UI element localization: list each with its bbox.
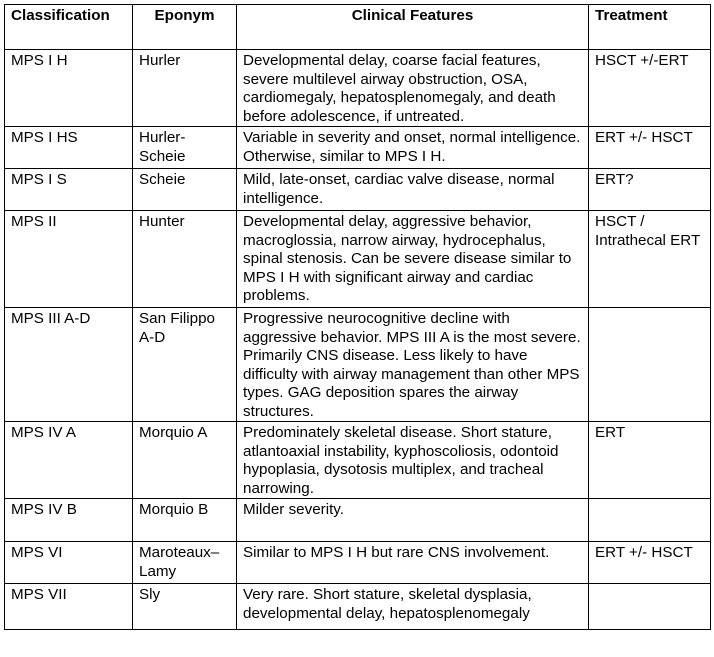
header-classification: Classification [5,5,133,50]
table-row [5,127,711,169]
table-row [5,308,711,422]
cell-classification: MPS I H [5,50,133,127]
table-row [5,422,711,499]
cell-eponym: San Filippo A-D [133,308,237,422]
cell-clinical-features: Similar to MPS I H but rare CNS involvement. [237,542,589,584]
cell-treatment: HSCT +/-ERT [589,50,711,127]
cell-clinical-features: Developmental delay, aggressive behavior, macroglossia, narrow airway, hydrocephalus, spinal stenosis. Can be severe disease similar to MPS I H with significant airway and cardiac problems. [237,211,589,308]
header-treatment: Treatment [589,5,711,50]
cell-classification: MPS I HS [5,127,133,169]
mps-classification-table [4,4,711,630]
cell-classification: MPS VI [5,542,133,584]
cell-eponym: Morquio B [133,499,237,542]
cell-classification: MPS IV B [5,499,133,542]
cell-eponym: Hunter [133,211,237,308]
cell-treatment: ERT +/- HSCT [589,127,711,169]
table-row [5,211,711,308]
cell-clinical-features: Developmental delay, coarse facial features, severe multilevel airway obstruction, OSA, cardiomegaly, hepatosplenomegaly, and death before adolescence, if untreated. [237,50,589,127]
cell-eponym: Hurler [133,50,237,127]
cell-classification: MPS VII [5,584,133,630]
cell-classification: MPS IV A [5,422,133,499]
cell-clinical-features: Milder severity. [237,499,589,542]
table-row [5,169,711,211]
cell-eponym: Hurler-Scheie [133,127,237,169]
cell-treatment: ERT +/- HSCT [589,542,711,584]
cell-treatment: HSCT / Intrathecal ERT [589,211,711,308]
table-row [5,542,711,584]
cell-eponym: Sly [133,584,237,630]
cell-classification: MPS II [5,211,133,308]
cell-classification: MPS I S [5,169,133,211]
table-row [5,50,711,127]
cell-clinical-features: Variable in severity and onset, normal intelligence. Otherwise, similar to MPS I H. [237,127,589,169]
cell-clinical-features: Predominately skeletal disease. Short stature, atlantoaxial instability, kyphoscoliosis, odontoid hypoplasia, dysotosis multiplex, and tracheal narrowing. [237,422,589,499]
cell-eponym: Scheie [133,169,237,211]
header-row [5,5,711,50]
cell-treatment [589,584,711,630]
cell-classification: MPS III A-D [5,308,133,422]
table-row [5,499,711,542]
cell-treatment [589,499,711,542]
cell-treatment: ERT? [589,169,711,211]
cell-clinical-features: Progressive neurocognitive decline with aggressive behavior. MPS III A is the most severe. Primarily CNS disease. Less likely to have difficulty with airway management than other MPS types. GAG deposition spares the airway structures. [237,308,589,422]
cell-clinical-features: Mild, late-onset, cardiac valve disease, normal intelligence. [237,169,589,211]
cell-clinical-features: Very rare. Short stature, skeletal dysplasia, developmental delay, hepatosplenomegaly [237,584,589,630]
table-body [5,50,711,630]
header-clinical-features: Clinical Features [237,5,589,50]
cell-eponym: Maroteaux–Lamy [133,542,237,584]
table-header [5,5,711,50]
cell-treatment [589,308,711,422]
table-row [5,584,711,630]
header-eponym: Eponym [133,5,237,50]
cell-eponym: Morquio A [133,422,237,499]
cell-treatment: ERT [589,422,711,499]
